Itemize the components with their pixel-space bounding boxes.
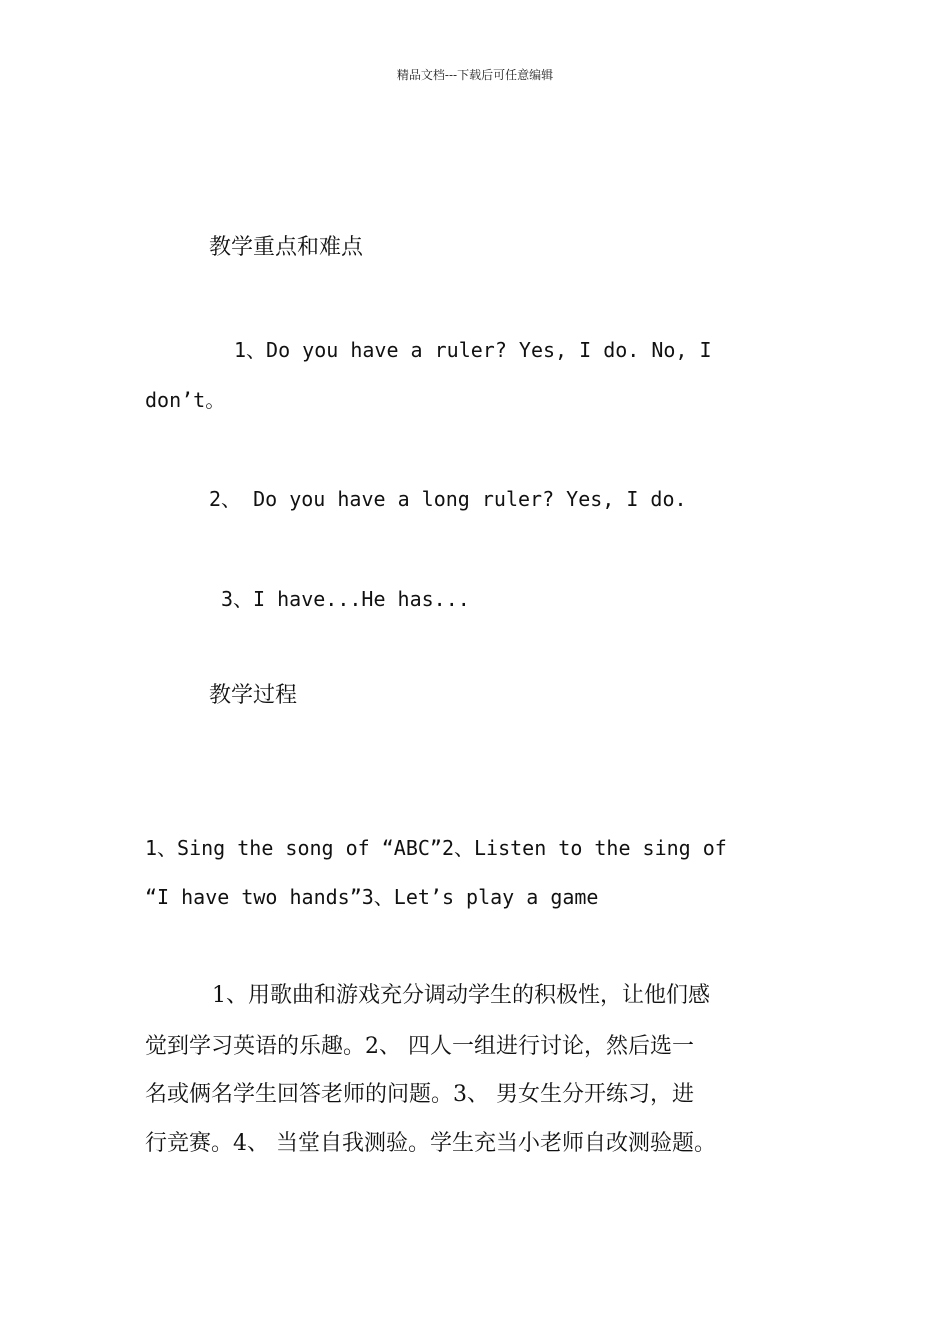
- key-point-2: 2、 Do you have a long ruler? Yes, I do.: [209, 487, 687, 511]
- notes-line-3: 名或俩名学生回答老师的问题。3、 男女生分开练习，进: [145, 1082, 694, 1107]
- key-point-1-line-1: 1、Do you have a ruler? Yes, I do. No, I: [234, 338, 712, 362]
- notes-line-2: 觉到学习英语的乐趣。2、 四人一组进行讨论，然后选一: [145, 1034, 694, 1059]
- notes-line-4: 行竞赛。4、 当堂自我测验。学生充当小老师自改测验题。: [145, 1131, 716, 1156]
- section-title-process: 教学过程: [209, 683, 298, 708]
- process-line-1: 1、Sing the song of “ABC”2、Listen to the sing of: [145, 836, 727, 860]
- key-point-1-line-2: don’t。: [145, 388, 226, 412]
- key-point-3: 3、I have...He has...: [221, 587, 470, 611]
- notes-line-1: 1、用歌曲和游戏充分调动学生的积极性，让他们感: [212, 983, 710, 1008]
- section-title-key-points: 教学重点和难点: [209, 235, 364, 260]
- process-line-2: “I have two hands”3、Let’s play a game: [145, 885, 599, 909]
- page-header: 精品文档---下载后可任意编辑: [396, 68, 554, 82]
